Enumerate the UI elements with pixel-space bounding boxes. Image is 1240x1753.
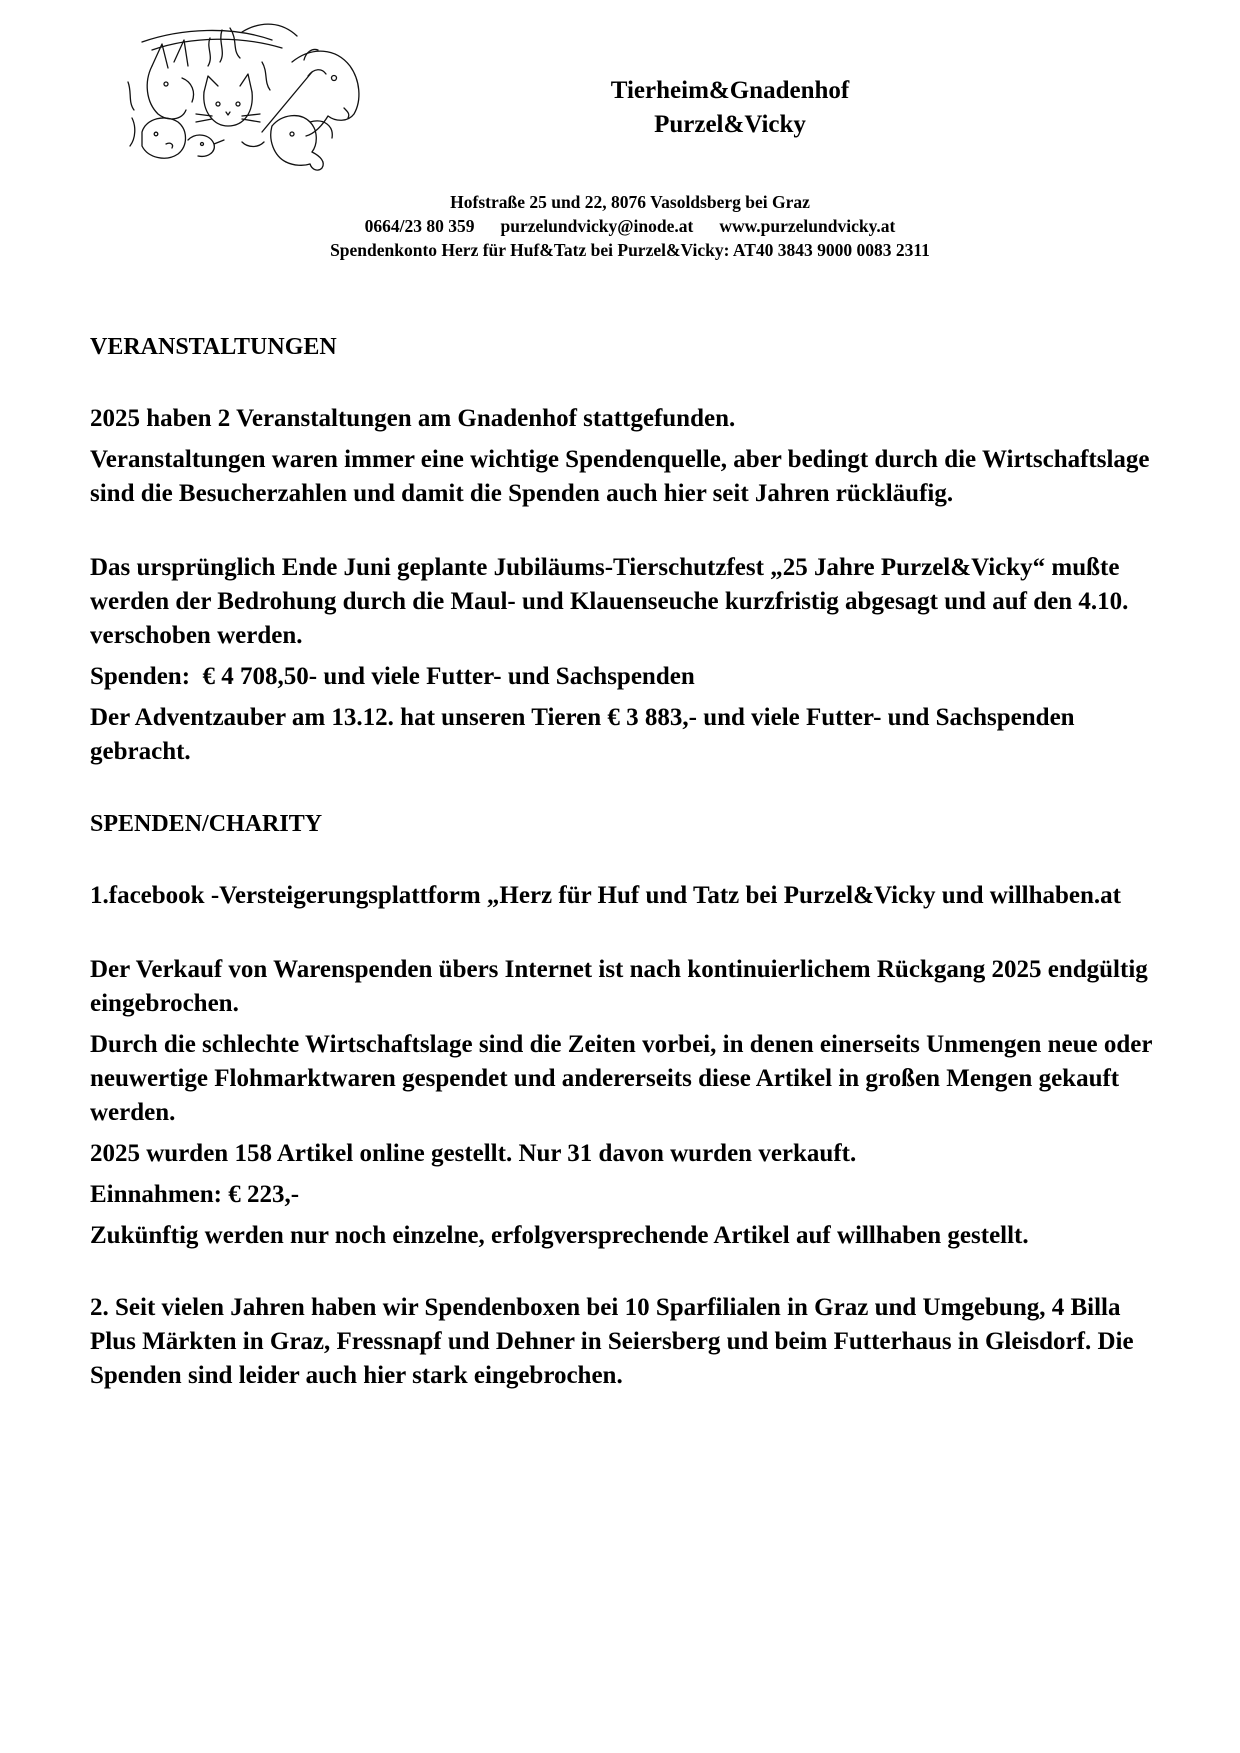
bank-account: Spendenkonto Herz für Huf&Tatz bei Purzel&Vicky: AT40 3843 9000 0083 2311 (330, 240, 930, 260)
events-paragraph-4: Spenden: € 4 708,50- und viele Futter- und Sachspenden (90, 663, 695, 690)
charity-paragraph-2: Der Verkauf von Warenspenden übers Internet ist nach kontinuierlichem Rückgang 2025 endgültig eingebrochen. (90, 956, 1148, 1017)
events-paragraph-5: Der Adventzauber am 13.12. hat unseren Tieren € 3 883,- und viele Futter- und Sachspenden gebracht. (90, 704, 1075, 765)
email-link[interactable]: purzelundvicky@inode.at (500, 216, 694, 236)
website-link[interactable]: www.purzelundvicky.at (719, 216, 896, 236)
organization-name (550, 74, 910, 142)
org-name-line-2: Purzel&Vicky (654, 111, 806, 138)
section-heading-charity: SPENDEN/CHARITY (90, 811, 323, 837)
phone: 0664/23 80 359 (364, 216, 475, 236)
charity-paragraph-6: Zukünftig werden nur noch einzelne, erfolgversprechende Artikel auf willhaben gestellt. (90, 1222, 1029, 1249)
contact-line (250, 214, 1010, 238)
charity-paragraph-5: Einnahmen: € 223,- (90, 1181, 300, 1208)
charity-paragraph-4: 2025 wurden 158 Artikel online gestellt. Nur 31 davon wurden verkauft. (90, 1140, 857, 1167)
events-paragraph-2: Veranstaltungen waren immer eine wichtige Spendenquelle, aber bedingt durch die Wirtschaftslage sind die Besucherzahlen und damit die Spenden auch hier seit Jahren rückläufig. (90, 446, 1150, 507)
events-paragraph-1: 2025 haben 2 Veranstaltungen am Gnadenhof stattgefunden. (90, 405, 736, 432)
section-heading-events: VERANSTALTUNGEN (90, 334, 337, 360)
charity-paragraph-7: 2. Seit vielen Jahren haben wir Spendenboxen bei 10 Sparfilialen in Graz und Umgebung, 4 Billa Plus Märkten in Graz, Fressnapf und Dehner in Seiersberg und beim Futterhaus in Gleisdorf. Die Spenden sind leider auch hier stark eingebrochen. (90, 1294, 1134, 1389)
charity-paragraph-3: Durch die schlechte Wirtschaftslage sind die Zeiten vorbei, in denen einerseits Unmengen neue oder neuwertige Flohmarktwaren gespendet und andererseits diese Artikel in großen Mengen gekauft werden. (90, 1031, 1153, 1126)
address: Hofstraße 25 und 22, 8076 Vasoldsberg bei Graz (450, 192, 810, 212)
animal-sketch-logo-icon (122, 22, 378, 174)
contact-block (250, 190, 1010, 262)
events-paragraph-3: Das ursprünglich Ende Juni geplante Jubiläums-Tierschutzfest „25 Jahre Purzel&Vicky“ mußte werden der Bedrohung durch die Maul- und Klauenseuche kurzfristig abgesagt und auf den 4.10. verschoben werden. (90, 554, 1129, 649)
charity-paragraph-1: 1.facebook -Versteigerungsplattform „Herz für Huf und Tatz bei Purzel&Vicky und willhaben.at (90, 882, 1122, 909)
org-name-line-1: Tierheim&Gnadenhof (610, 77, 850, 104)
document-body (90, 330, 1170, 1393)
